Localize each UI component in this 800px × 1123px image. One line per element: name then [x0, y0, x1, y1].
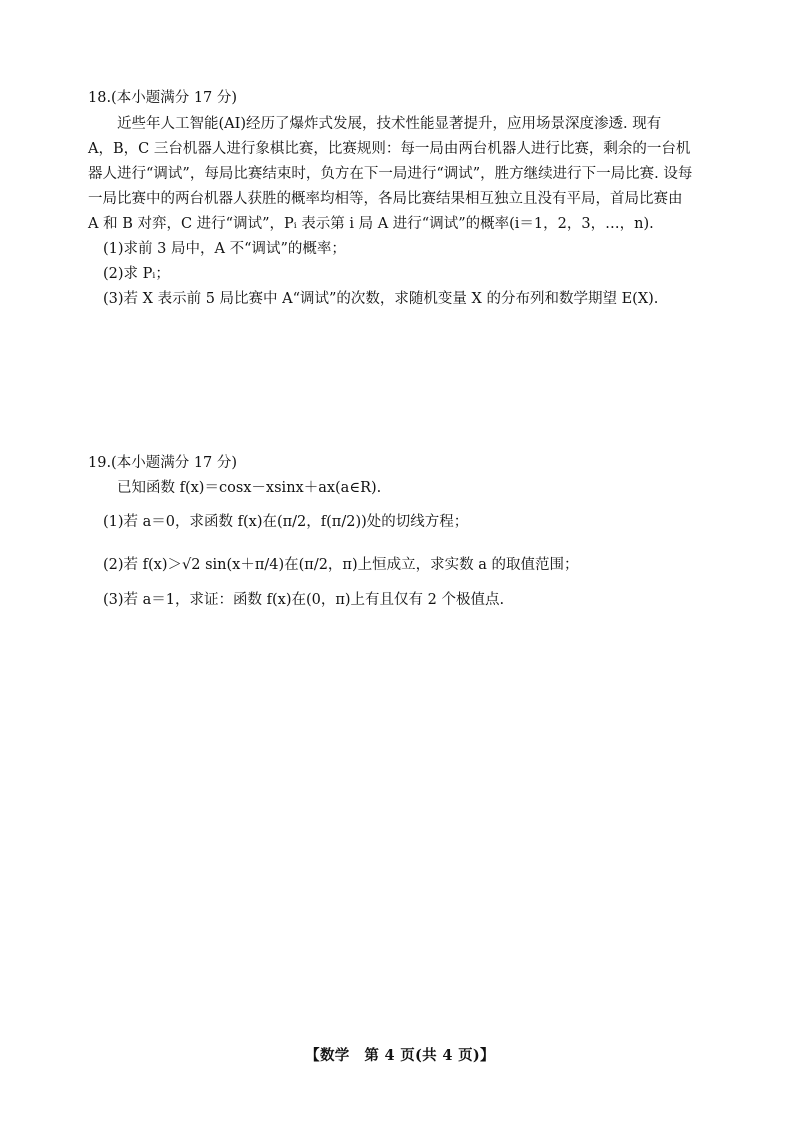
question-19-part-2: (2)若 f(x)＞√2 sin(x＋π/4)在(π/2，π)上恒成立，求实数 a 的取值范围； — [103, 557, 579, 573]
question-18-stem-line-3: 器人进行“调试”，每局比赛结束时，负方在下一局进行“调试”，胜方继续进行下一局比赛. 设每 — [88, 166, 693, 182]
question-18-stem-line-2: A，B，C 三台机器人进行象棋比赛，比赛规则：每一局由两台机器人进行比赛，剩余的一台机 — [88, 141, 691, 157]
question-18-stem-line-5: A 和 B 对弈，C 进行“调试”，Pᵢ 表示第 i 局 A 进行“调试”的概率(i＝1，2，3，…，n). — [88, 216, 654, 232]
question-18-stem-line-1: 近些年人工智能(AI)经历了爆炸式发展，技术性能显著提升，应用场景深度渗透. 现有 — [117, 116, 662, 132]
question-18-part-2: (2)求 Pᵢ； — [103, 266, 170, 282]
question-19-header: 19.(本小题满分 17 分) — [88, 455, 238, 471]
question-19-stem: 已知函数 f(x)＝cosx－xsinx＋ax(a∈R). — [117, 480, 382, 496]
page-footer: 【数学 第 4 页(共 4 页)】 — [305, 1047, 495, 1064]
question-18-stem-line-4: 一局比赛中的两台机器人获胜的概率均相等，各局比赛结果相互独立且没有平局，首局比赛由 — [88, 191, 683, 207]
question-18-part-3: (3)若 X 表示前 5 局比赛中 A“调试”的次数，求随机变量 X 的分布列和数学期望 E(X). — [103, 291, 659, 307]
question-18-part-1: (1)求前 3 局中，A 不“调试”的概率； — [103, 241, 346, 257]
question-19-part-1: (1)若 a＝0，求函数 f(x)在(π/2，f(π/2))处的切线方程； — [103, 514, 469, 530]
question-19-part-3: (3)若 a＝1，求证：函数 f(x)在(0，π)上有且仅有 2 个极值点. — [103, 592, 505, 608]
question-18-header: 18.(本小题满分 17 分) — [88, 90, 238, 106]
